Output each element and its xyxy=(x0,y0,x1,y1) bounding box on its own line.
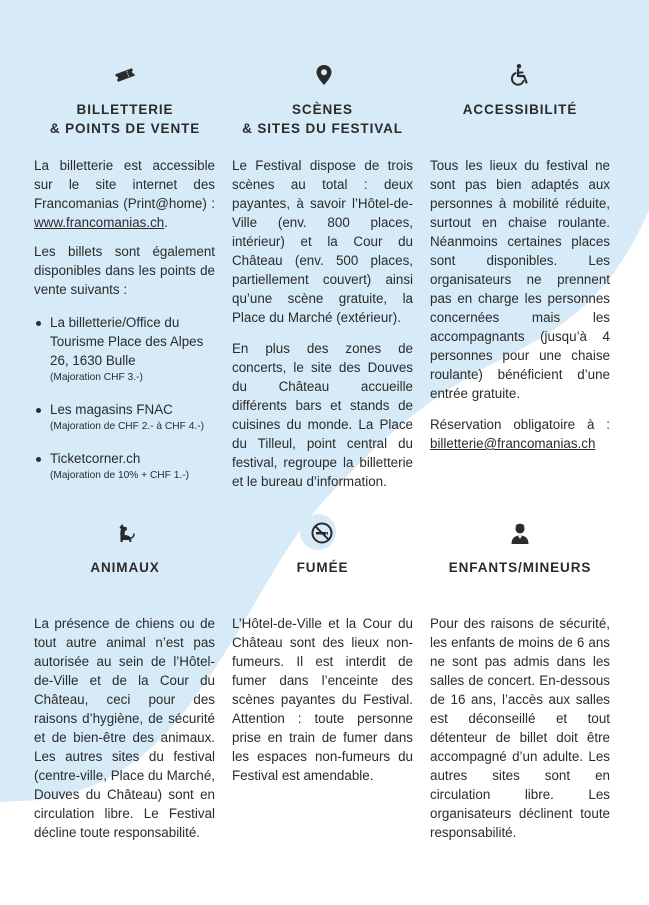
enfants-text xyxy=(430,614,610,852)
fumee-text xyxy=(232,614,413,795)
ticket-icon xyxy=(113,63,137,87)
billetterie-text xyxy=(34,156,215,494)
child-icon xyxy=(508,521,532,545)
billetterie-paragraph-2: Les billets sont également disponibles dans les points de vente suivants : xyxy=(34,244,215,297)
location-pin-icon xyxy=(312,63,336,87)
email-link[interactable]: billetterie@francomanias.ch xyxy=(430,436,596,451)
wheelchair-icon xyxy=(508,63,532,87)
accessibilite-paragraph-1: Tous les lieux du festival ne sont pas bien adaptés aux personnes à mobilité réduite, surtout en chaise roulante. Néanmoins certaines places sont disponibles. Les organisateurs ne prennent pas en charge les personnes concernées mais les accompagnants (jusqu’à 4 personnes pour une chaise roulante) bénéficient d’une entrée gratuite. xyxy=(430,158,610,401)
fumee-paragraph-1: L’Hôtel-de-Ville et la Cour du Château sont des lieux non-fumeurs. Il est interdit de fumer dans l’enceinte des scènes payantes du Festival. Attention : toute personne prise en train de fumer dans les espaces non-fumeurs du Festival est amendable. xyxy=(232,616,413,783)
accessibilite-paragraph-2: Réservation obligatoire à : billetterie@francomanias.ch xyxy=(430,417,610,451)
scenes-text xyxy=(232,156,413,501)
billetterie-title: BILLETTERIE & POINTS DE VENTE xyxy=(49,102,201,136)
list-item: Les magasins FNAC (Majoration de CHF 2.- à CHF 4.-) xyxy=(34,400,215,435)
animaux-title: ANIMAUX xyxy=(90,560,160,575)
accessibilite-title: ACCESSIBILITÉ xyxy=(462,102,578,117)
enfants-paragraph-1: Pour des raisons de sécurité, les enfants de moins de 6 ans ne sont pas admis dans les salles de concert. En-dessous de 16 ans, l’accès aux salles est déconseillé et tout détenteur de billet doit être accompagné d’un adulte. Les autres sites sont en circulation libre. Les organisateurs déclinent toute responsabilité. xyxy=(430,616,610,840)
no-smoking-icon xyxy=(310,521,334,545)
scenes-paragraph-2: En plus des zones de concerts, le site des Douves du Château accueille différents bars et stands de cuisines du monde. La Place du Tilleul, point central du festival, regroupe la billetterie et le bureau d’information. xyxy=(232,341,413,489)
fumee-title: FUMÉE xyxy=(296,560,349,575)
points-of-sale-list xyxy=(34,313,215,484)
enfants-title: ENFANTS/MINEURS xyxy=(448,560,592,575)
accessibilite-text xyxy=(430,156,610,463)
billetterie-paragraph-1: La billetterie est accessible sur le site internet des Francomanias (Print@home) : www.francomanias.ch. xyxy=(34,158,215,230)
scenes-title: SCÈNES & SITES DU FESTIVAL xyxy=(242,102,403,136)
animaux-text xyxy=(34,614,215,852)
dog-icon xyxy=(113,521,137,545)
list-item: Ticketcorner.ch (Majoration de 10% + CHF 1.-) xyxy=(34,449,215,484)
animaux-paragraph-1: La présence de chiens ou de tout autre animal n’est pas autorisée au sein de l’Hôtel-de-Ville et de la Cour du Château, ceci pour des raisons d’hygiène, de sécurité et de bien-être des animaux. Les autres sites du festival (centre-ville, Place du Marché, Douves du Château) sont en circulation libre. Le Festival décline toute responsabilité. xyxy=(34,616,215,840)
website-link[interactable]: www.francomanias.ch xyxy=(34,215,165,230)
scenes-paragraph-1: Le Festival dispose de trois scènes au total : deux payantes, à savoir l’Hôtel-de-Ville (env. 800 places, intérieur) et la Cour du Château (env. 500 places, partiellement couvert) ainsi qu’une scène gratuite, la Place du Marché (extérieur). xyxy=(232,158,413,325)
list-item: La billetterie/Office du Tourisme Place des Alpes 26, 1630 Bulle (Majoration CHF 3.-) xyxy=(34,313,215,386)
